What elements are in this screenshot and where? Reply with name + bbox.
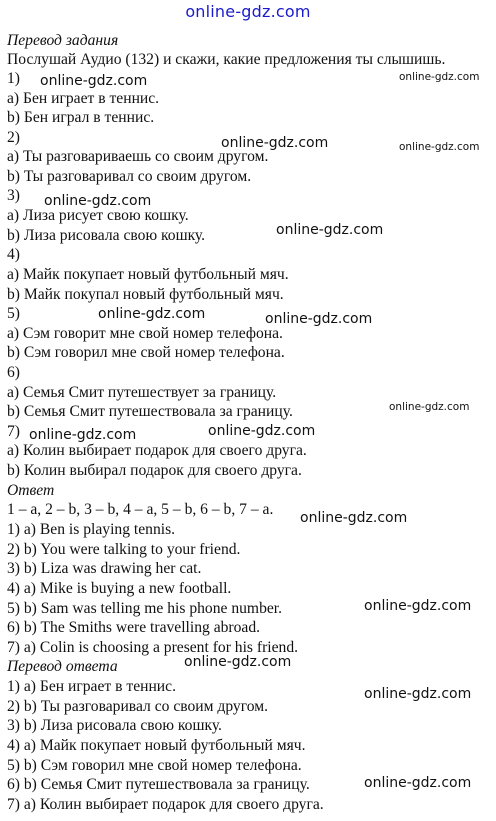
item-number: 1) <box>7 70 20 87</box>
item-number: 3) <box>7 187 20 204</box>
item-option-a: a) Семья Смит путешествует за границу. <box>7 384 277 401</box>
item-option-a: a) Ты разговариваешь со своим другом. <box>7 148 269 165</box>
watermark: online-gdz.com <box>184 654 292 670</box>
watermark: online-gdz.com <box>399 71 480 83</box>
answer-translation-line: 4) a) Майк покупает новый футбольный мяч. <box>7 737 306 754</box>
answer-translation-line: 1) a) Бен играет в теннис. <box>7 678 176 695</box>
item-option-b: b) Ты разговаривал со своим другом. <box>7 168 252 185</box>
answer-translation-line: 5) b) Сэм говорил мне свой номер телефона. <box>7 757 302 774</box>
answer-translation-heading: Перевод ответа <box>7 658 118 675</box>
watermark: online-gdz.com <box>221 135 329 151</box>
answer-translation-line: 7) a) Колин выбирает подарок для своего друга. <box>7 796 324 813</box>
watermark: online-gdz.com <box>364 598 472 614</box>
watermark: online-gdz.com <box>98 306 206 322</box>
watermark: online-gdz.com <box>44 193 152 209</box>
watermark: online-gdz.com <box>40 73 148 89</box>
watermark: online-gdz.com <box>364 686 472 702</box>
item-option-b: b) Майк покупал новый футбольный мяч. <box>7 286 284 303</box>
answer-translation-line: 6) b) Семья Смит путешествовала за границу. <box>7 776 310 793</box>
answer-summary: 1 – a, 2 – b, 3 – b, 4 – a, 5 – b, 6 – b, 7 – a. <box>7 501 274 518</box>
answer-line: 4) a) Mike is buying a new football. <box>7 580 232 597</box>
item-number: 6) <box>7 364 20 381</box>
answer-line: 5) b) Sam was telling me his phone number. <box>7 600 283 617</box>
watermark: online-gdz.com <box>208 423 316 439</box>
item-option-a: a) Бен играет в теннис. <box>7 90 160 107</box>
item-number: 4) <box>7 246 20 263</box>
item-option-a: a) Сэм говорит мне свой номер телефона. <box>7 325 283 342</box>
item-number: 7) <box>7 423 20 440</box>
item-option-b: b) Бен играл в теннис. <box>7 109 155 126</box>
item-option-b: b) Семья Смит путешествовала за границу. <box>7 403 293 420</box>
answer-heading: Ответ <box>7 482 55 499</box>
item-option-b: b) Сэм говорил мне свой номер телефона. <box>7 344 285 361</box>
watermark: online-gdz.com <box>300 510 408 526</box>
watermark: online-gdz.com <box>389 401 470 413</box>
answer-line: 1) a) Ben is playing tennis. <box>7 521 176 538</box>
answer-line: 3) b) Liza was drawing her cat. <box>7 560 202 577</box>
answer-line: 6) b) The Smiths were travelling abroad. <box>7 619 261 636</box>
watermark: online-gdz.com <box>364 775 472 791</box>
watermark: online-gdz.com <box>29 427 137 443</box>
task-instruction: Послушай Аудио (132) и скажи, какие предложения ты слышишь. <box>7 51 446 68</box>
item-option-b: b) Колин выбирал подарок для своего друга. <box>7 462 302 479</box>
watermark: online-gdz.com <box>265 311 373 327</box>
item-option-b: b) Лиза рисовала свою кошку. <box>7 227 206 244</box>
answer-line: 2) b) You were talking to your friend. <box>7 541 241 558</box>
item-option-a: a) Колин выбирает подарок для своего друга. <box>7 442 307 459</box>
header-watermark: online-gdz.com <box>185 2 311 21</box>
answer-translation-line: 3) b) Лиза рисовала свою кошку. <box>7 717 222 734</box>
watermark: online-gdz.com <box>276 222 384 238</box>
watermark: online-gdz.com <box>399 141 480 153</box>
task-translation-heading: Перевод задания <box>7 32 119 49</box>
answer-line: 7) a) Colin is choosing a present for his friend. <box>7 639 299 656</box>
item-number: 2) <box>7 129 20 146</box>
item-number: 5) <box>7 305 20 322</box>
answer-translation-line: 2) b) Ты разговаривал со своим другом. <box>7 698 268 715</box>
item-option-a: a) Лиза рисует свою кошку. <box>7 207 189 224</box>
item-option-a: a) Майк покупает новый футбольный мяч. <box>7 266 289 283</box>
